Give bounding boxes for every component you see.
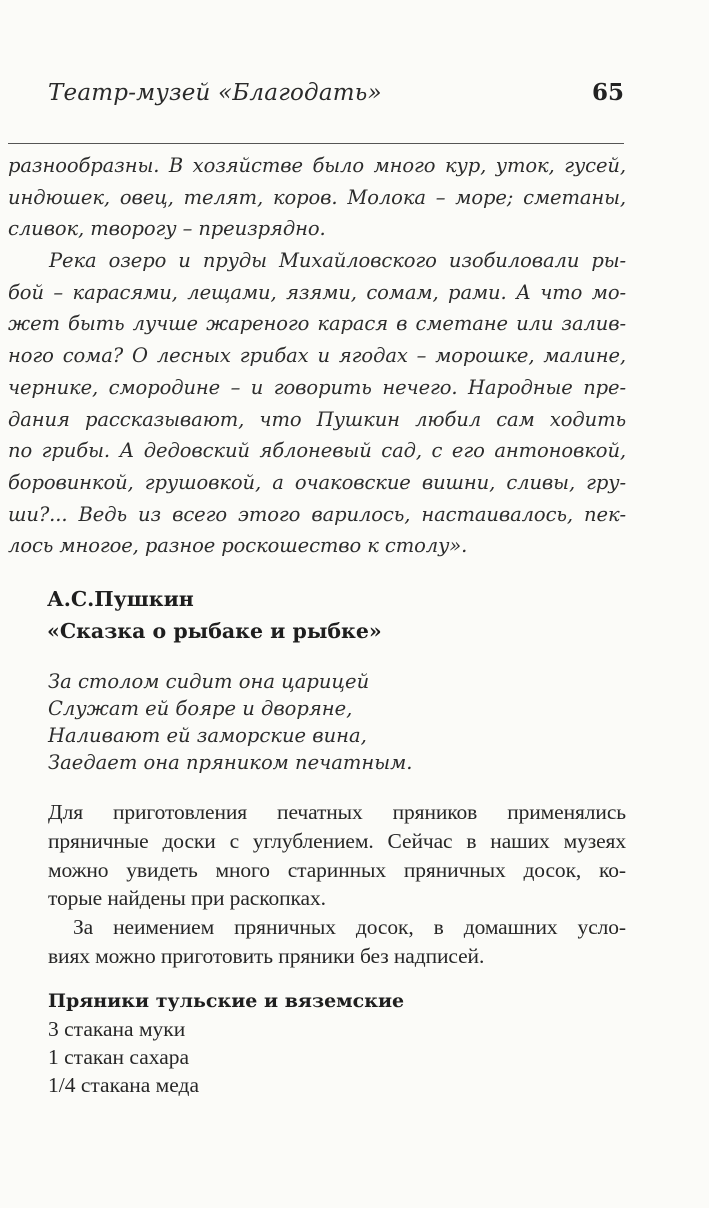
body-text bbox=[48, 798, 626, 971]
text-line: чернике, смородине – и говорить нечего. Народные пре- bbox=[8, 375, 626, 399]
recipe-title: Пряники тульские и вяземские bbox=[48, 990, 405, 1012]
running-title: Театр-музей «Благодать» bbox=[48, 80, 382, 106]
text-line: торые найдены при раскопках. bbox=[48, 886, 326, 911]
text-line: пряничные доски с углублением. Сейчас в наших музеях bbox=[48, 828, 626, 853]
poem-author: А.С.Пушкин bbox=[47, 587, 194, 611]
text-line: жет быть лучше жареного карася в сметане или залив- bbox=[8, 312, 626, 336]
text-line: За неимением пряничных досок, в домашних усло- bbox=[73, 915, 626, 940]
poem-line: За столом сидит она царицей bbox=[48, 670, 370, 693]
recipe bbox=[48, 987, 626, 1099]
text-line: виях можно приготовить пряники без надписей. bbox=[48, 943, 485, 968]
text-line: сливок, творогу – преизрядно. bbox=[8, 217, 326, 241]
text-line: дания рассказывают, что Пушкин любил сам ходить bbox=[8, 407, 626, 431]
text-line: Река озеро и пруды Михайловского изобиловали ры- bbox=[49, 249, 626, 273]
text-line: разнообразны. В хозяйстве было много кур, уток, гусей, bbox=[8, 154, 626, 177]
page-number: 65 bbox=[591, 79, 624, 106]
text-line: Для приготовления печатных пряников применялись bbox=[48, 800, 626, 824]
text-line: бой – карасями, лещами, язями, сомам, рами. А что мо- bbox=[8, 280, 626, 304]
header-divider bbox=[8, 143, 624, 144]
poem-line: Служат ей бояре и дворяне, bbox=[48, 697, 353, 720]
text-line: индюшек, овец, телят, коров. Молока – море; сметаны, bbox=[8, 185, 626, 209]
poem-excerpt bbox=[48, 668, 608, 776]
running-head bbox=[48, 80, 626, 112]
poem-title: «Сказка о рыбаке и рыбке» bbox=[47, 619, 382, 643]
ingredient-line: 1/4 стакана меда bbox=[48, 1073, 200, 1097]
ingredient-line: 3 стакана муки bbox=[48, 1017, 186, 1041]
poem-heading bbox=[47, 583, 607, 647]
poem-line: Наливают ей заморские вина, bbox=[48, 724, 367, 747]
quoted-passage bbox=[8, 150, 626, 562]
text-line: можно увидеть много старинных пряничных досок, ко- bbox=[48, 857, 626, 882]
text-line: ного сома? О лесных грибах и ягодах – морошке, малине, bbox=[8, 344, 626, 368]
text-line: боровинкой, грушовкой, а очаковские вишни, сливы, гру- bbox=[8, 470, 626, 494]
text-line: лось многое, разное роскошество к столу». bbox=[8, 534, 468, 558]
text-line: ши?... Ведь из всего этого варилось, настаивалось, пек- bbox=[8, 502, 626, 526]
text-line: по грибы. А дедовский яблоневый сад, с его антоновкой, bbox=[8, 439, 626, 463]
ingredient-line: 1 стакан сахара bbox=[48, 1045, 190, 1069]
poem-line: Заедает она пряником печатным. bbox=[48, 751, 413, 774]
